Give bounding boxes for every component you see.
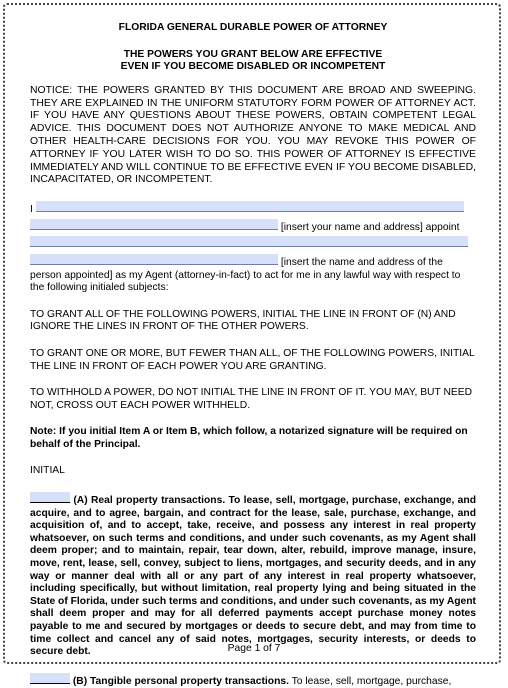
item-b-heading: (B) Tangible personal property transactions. xyxy=(72,675,289,687)
principal-row-2 xyxy=(30,219,476,235)
initial-label: INITIAL xyxy=(30,465,65,477)
item-a-heading: (A) Real property transactions. xyxy=(73,495,226,507)
i-label: I xyxy=(30,204,33,216)
notarization-note: Note: If you initial Item A or Item B, which follow, a notarized signature will be required on behalf of the Principal. xyxy=(30,426,468,450)
subtitle-line-1: THE POWERS YOU GRANT BELOW ARE EFFECTIVE xyxy=(123,48,383,60)
document-page xyxy=(30,22,476,688)
item-b xyxy=(30,673,476,688)
item-a-body: To lease, sell, mortgage, purchase, exchange, and acquire, and to agree, bargain, and contract for the lease, sale, purchase, exchange, and acquisition of, and to accept, take, receive, and possess any interest in real property whatsoever, on such terms and conditions, and under such covenants, as my Agent shall deem proper; and to maintain, repair, tear down, alter, rebuild, improve manage, insure, move, rent, lease, sell, convey, subject to liens, mortgages, and security deeds, and in any way or manner deal with all or any part of any interest in real property whatsoever, including specifically, but without limitation, real property lying and being situated in the State of Florida, under such terms and conditions, and under such covenants, as my Agent shall deem proper and may for all deferred payments accept purchase money notes payable to me and secured by mortgages or deeds to secure debt, and may from time to time collect and cancel any of said notes, mortgages, security interests, or deeds to secure debt. xyxy=(30,495,476,658)
agent-name-field-2[interactable] xyxy=(30,254,278,265)
agent-name-field-1[interactable] xyxy=(30,236,468,247)
principal-row xyxy=(30,201,476,217)
item-a-initial-field[interactable] xyxy=(30,492,70,503)
grant-all-paragraph: TO GRANT ALL OF THE FOLLOWING POWERS, INITIAL THE LINE IN FRONT OF (N) AND IGNORE THE LINES IN FRONT OF THE OTHER POWERS. xyxy=(30,308,456,333)
principal-name-field-1[interactable] xyxy=(36,201,464,212)
document-title: FLORIDA GENERAL DURABLE POWER OF ATTORNEY xyxy=(118,22,388,33)
item-b-initial-field[interactable] xyxy=(30,673,70,684)
insert-name-text: [insert your name and address] appoint xyxy=(280,221,460,233)
item-b-body: To lease, sell, mortgage, purchase, xyxy=(291,675,452,687)
principal-name-field-2[interactable] xyxy=(30,219,278,230)
agent-continuation: person appointed] as my Agent (attorney-in-fact) to act for me in any lawful way with respect to the following initialed subjects: xyxy=(30,269,461,294)
subtitle-line-2: EVEN IF YOU BECOME DISABLED OR INCOMPETENT xyxy=(120,61,386,73)
withhold-paragraph: TO WITHHOLD A POWER, DO NOT INITIAL THE LINE IN FRONT OF IT. YOU MAY, BUT NEED NOT, CROSS OUT EACH POWER WITHHELD. xyxy=(30,387,473,411)
notice-paragraph: NOTICE: THE POWERS GRANTED BY THIS DOCUMENT ARE BROAD AND SWEEPING. THEY ARE EXPLAINED IN THE UNIFORM STATUTORY FORM POWER OF ATTORNEY ACT. IF YOU HAVE ANY QUESTIONS ABOUT THESE POWERS, OBTAIN COMPETENT LEGAL ADVICE. THIS DOCUMENT DOES NOT AUTHORIZE ANYONE TO MAKE MEDICAL AND OTHER HEALTH-CARE DECISIONS FOR YOU. YOU MAY REVOKE THIS POWER OF ATTORNEY IF YOU LATER WISH TO DO SO. THIS POWER OF ATTORNEY IS EFFECTIVE IMMEDIATELY AND WILL CONTINUE TO BE EFFECTIVE EVEN IF YOU BECOME DISABLED, INCAPACITATED, OR INCOMPETENT. xyxy=(30,84,476,186)
page-number: Page 1 of 7 xyxy=(227,643,281,654)
insert-agent-text: [insert the name and address of the xyxy=(280,256,443,268)
agent-row-1 xyxy=(30,236,476,252)
item-a xyxy=(30,492,476,659)
agent-row-2 xyxy=(30,254,476,270)
grant-some-paragraph: TO GRANT ONE OR MORE, BUT FEWER THAN ALL, OF THE FOLLOWING POWERS, INITIAL THE LINE IN FRONT OF EACH POWER YOU ARE GRANTING. xyxy=(30,347,475,372)
